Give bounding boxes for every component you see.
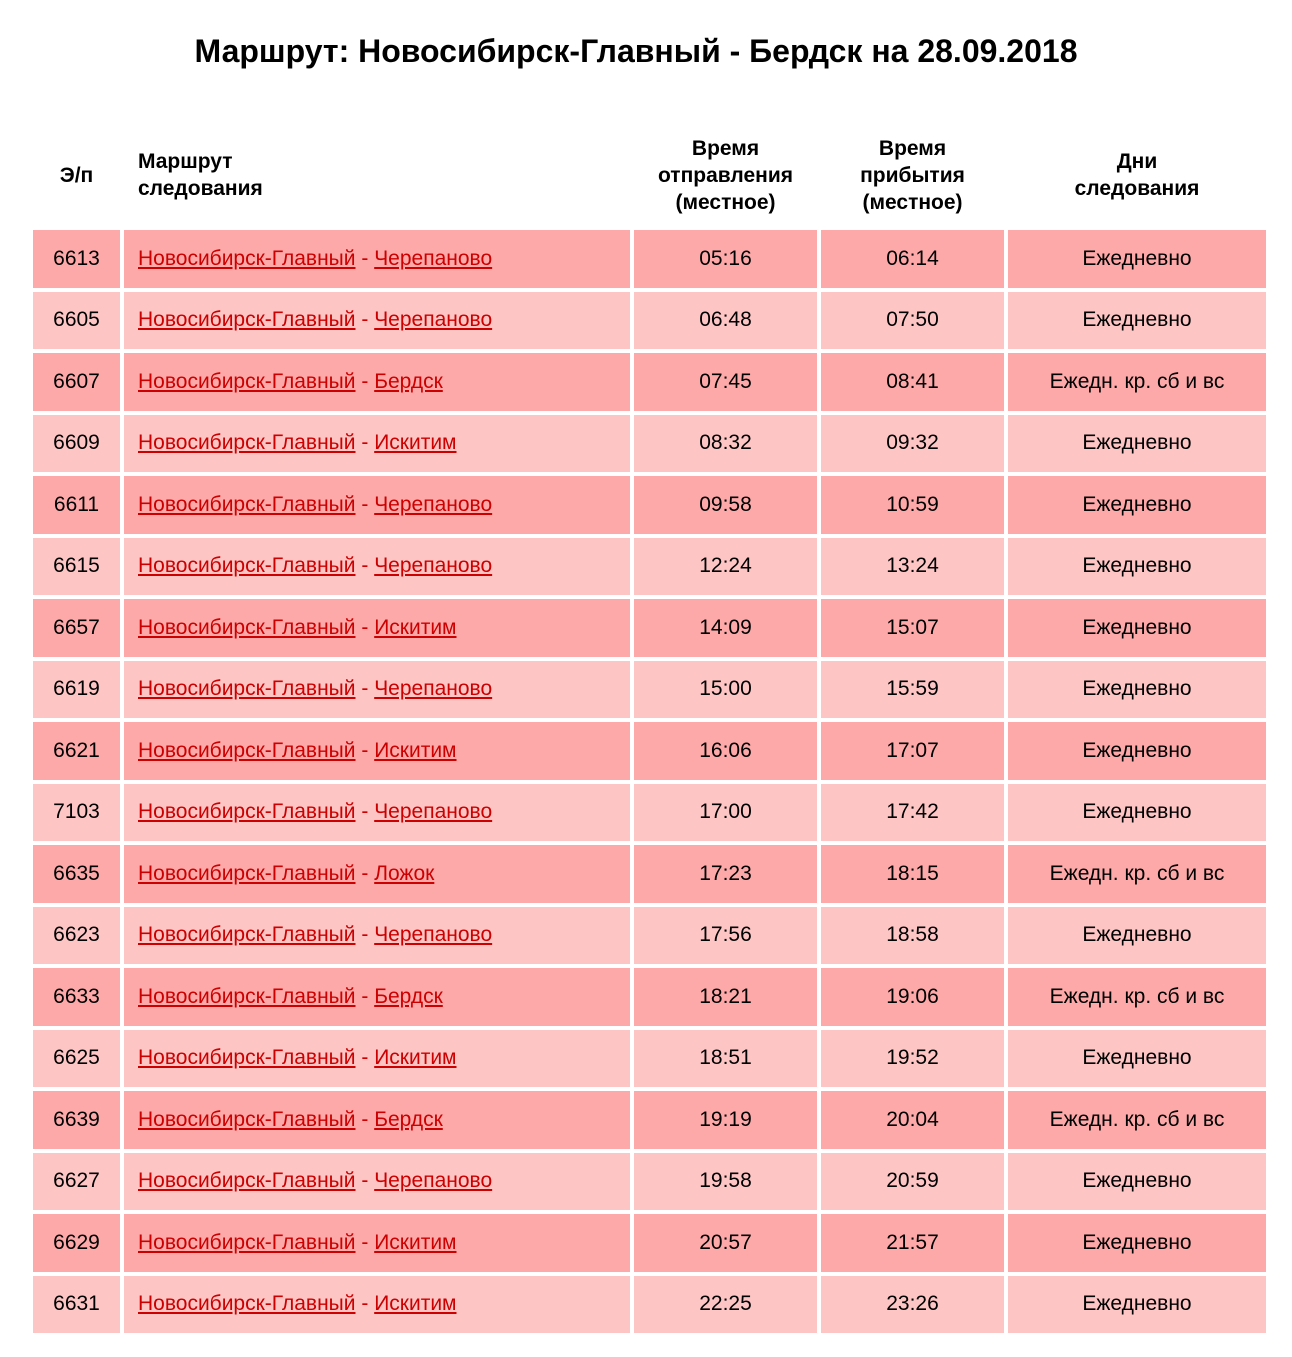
departure-time: 17:00 — [634, 784, 817, 842]
table-row — [33, 538, 1266, 596]
route-cell — [124, 1214, 630, 1272]
days-of-service: Ежедн. кр. сб и вс — [1008, 845, 1266, 903]
route-cell — [124, 1030, 630, 1088]
route-cell — [124, 968, 630, 1026]
table-row — [33, 476, 1266, 534]
departure-time: 17:56 — [634, 907, 817, 965]
header-days-line2: следования — [1074, 177, 1200, 200]
route-separator: - — [361, 492, 369, 516]
header-arr-line1: Время — [878, 136, 947, 160]
table-row — [33, 968, 1266, 1026]
departure-time: 07:45 — [634, 353, 817, 411]
train-number: 6623 — [33, 907, 120, 965]
table-row — [33, 1153, 1266, 1211]
departure-time: 05:16 — [634, 230, 817, 288]
days-of-service: Ежедневно — [1008, 1214, 1266, 1272]
route-from-link[interactable]: Новосибирск-Главный — [138, 923, 356, 947]
route-separator: - — [361, 861, 369, 885]
route-from-link[interactable]: Новосибирск-Главный — [138, 1046, 356, 1070]
arrival-time: 08:41 — [821, 353, 1004, 411]
departure-time: 06:48 — [634, 292, 817, 350]
table-row — [33, 907, 1266, 965]
arrival-time: 20:59 — [821, 1153, 1004, 1211]
route-to-link[interactable]: Черепаново — [374, 923, 493, 947]
train-number: 6611 — [33, 476, 120, 534]
route-from-link[interactable]: Новосибирск-Главный — [138, 738, 356, 762]
route-cell — [124, 292, 630, 350]
route-separator: - — [361, 246, 369, 270]
route-to-link[interactable]: Искитим — [374, 1046, 457, 1070]
route-cell — [124, 230, 630, 288]
train-number: 6631 — [33, 1276, 120, 1334]
table-row — [33, 292, 1266, 350]
arrival-time: 23:26 — [821, 1276, 1004, 1334]
days-of-service: Ежедневно — [1008, 292, 1266, 350]
route-to-link[interactable]: Искитим — [374, 738, 457, 762]
route-from-link[interactable]: Новосибирск-Главный — [138, 246, 356, 270]
route-from-link[interactable]: Новосибирск-Главный — [138, 861, 356, 885]
route-to-link[interactable]: Искитим — [374, 1230, 457, 1254]
arrival-time: 20:04 — [821, 1091, 1004, 1149]
header-days — [1008, 124, 1266, 226]
train-number: 6609 — [33, 415, 120, 473]
train-number: 6633 — [33, 968, 120, 1026]
route-to-link[interactable]: Черепаново — [374, 492, 493, 516]
route-to-link[interactable]: Черепаново — [374, 677, 493, 701]
route-separator: - — [361, 923, 369, 947]
route-to-link[interactable]: Бердск — [374, 369, 443, 393]
route-cell — [124, 415, 630, 473]
departure-time: 17:23 — [634, 845, 817, 903]
route-to-link[interactable]: Черепаново — [374, 554, 493, 578]
train-number: 6629 — [33, 1214, 120, 1272]
route-separator: - — [361, 738, 369, 762]
table-row — [33, 353, 1266, 411]
departure-time: 22:25 — [634, 1276, 817, 1334]
train-number: 6607 — [33, 353, 120, 411]
header-arr-line2: прибытия — [860, 163, 965, 187]
train-number: 6635 — [33, 845, 120, 903]
route-cell — [124, 661, 630, 719]
days-of-service: Ежедневно — [1008, 1030, 1266, 1088]
train-number: 7103 — [33, 784, 120, 842]
route-to-link[interactable]: Искитим — [374, 431, 457, 455]
route-separator: - — [361, 554, 369, 578]
departure-time: 19:58 — [634, 1153, 817, 1211]
table-body — [33, 230, 1266, 1333]
route-separator: - — [361, 308, 369, 332]
route-from-link[interactable]: Новосибирск-Главный — [138, 431, 356, 455]
arrival-time: 17:42 — [821, 784, 1004, 842]
route-separator: - — [361, 1046, 369, 1070]
route-cell — [124, 353, 630, 411]
route-to-link[interactable]: Бердск — [374, 984, 443, 1008]
arrival-time: 15:07 — [821, 599, 1004, 657]
route-cell — [124, 1276, 630, 1334]
train-number: 6605 — [33, 292, 120, 350]
table-row — [33, 845, 1266, 903]
days-of-service: Ежедневно — [1008, 1276, 1266, 1334]
table-row — [33, 722, 1266, 780]
route-cell — [124, 476, 630, 534]
header-dep-line3: (местное) — [675, 190, 776, 214]
departure-time: 18:21 — [634, 968, 817, 1026]
arrival-time: 18:15 — [821, 845, 1004, 903]
days-of-service: Ежедневно — [1008, 907, 1266, 965]
arrival-time: 19:06 — [821, 968, 1004, 1026]
header-dep-line2: отправления — [657, 163, 793, 187]
departure-time: 14:09 — [634, 599, 817, 657]
route-separator: - — [361, 615, 369, 639]
route-cell — [124, 845, 630, 903]
departure-time: 15:00 — [634, 661, 817, 719]
route-to-link[interactable]: Черепаново — [374, 800, 493, 824]
train-number: 6625 — [33, 1030, 120, 1088]
departure-time: 19:19 — [634, 1091, 817, 1149]
route-separator: - — [361, 1292, 369, 1316]
route-cell — [124, 599, 630, 657]
route-from-link[interactable]: Новосибирск-Главный — [138, 677, 356, 701]
header-arrival — [821, 124, 1004, 226]
route-from-link[interactable]: Новосибирск-Главный — [138, 1169, 356, 1193]
route-cell — [124, 722, 630, 780]
route-separator: - — [361, 1107, 369, 1131]
route-from-link[interactable]: Новосибирск-Главный — [138, 615, 356, 639]
route-from-link[interactable]: Новосибирск-Главный — [138, 800, 356, 824]
route-from-link[interactable]: Новосибирск-Главный — [138, 492, 356, 516]
header-train-label: Э/п — [59, 163, 94, 187]
route-cell — [124, 907, 630, 965]
departure-time: 18:51 — [634, 1030, 817, 1088]
header-days-line1: Дни — [1116, 150, 1158, 173]
route-to-link[interactable]: Черепаново — [374, 246, 493, 270]
route-separator: - — [361, 1169, 369, 1193]
header-route-line1: Маршрут — [138, 150, 233, 173]
train-number: 6615 — [33, 538, 120, 596]
table-row — [33, 784, 1266, 842]
route-to-link[interactable]: Бердск — [374, 1107, 443, 1131]
table-row — [33, 1276, 1266, 1334]
train-number: 6639 — [33, 1091, 120, 1149]
route-from-link[interactable]: Новосибирск-Главный — [138, 1292, 356, 1316]
page-title: Маршрут: Новосибирск-Главный - Бердск на 28.09.2018 — [194, 33, 1078, 69]
days-of-service: Ежедневно — [1008, 722, 1266, 780]
header-arr-line3: (местное) — [862, 190, 963, 214]
arrival-time: 17:07 — [821, 722, 1004, 780]
arrival-time: 13:24 — [821, 538, 1004, 596]
header-departure — [634, 124, 817, 226]
route-cell — [124, 1153, 630, 1211]
table-row — [33, 415, 1266, 473]
table-row — [33, 1214, 1266, 1272]
route-from-link[interactable]: Новосибирск-Главный — [138, 369, 356, 393]
days-of-service: Ежедневно — [1008, 599, 1266, 657]
days-of-service: Ежедн. кр. сб и вс — [1008, 353, 1266, 411]
days-of-service: Ежедневно — [1008, 784, 1266, 842]
table-row — [33, 599, 1266, 657]
route-separator: - — [361, 677, 369, 701]
route-separator: - — [361, 1230, 369, 1254]
route-to-link[interactable]: Черепаново — [374, 308, 493, 332]
arrival-time: 21:57 — [821, 1214, 1004, 1272]
days-of-service: Ежедневно — [1008, 538, 1266, 596]
train-number: 6621 — [33, 722, 120, 780]
arrival-time: 19:52 — [821, 1030, 1004, 1088]
route-to-link[interactable]: Искитим — [374, 1292, 457, 1316]
route-from-link[interactable]: Новосибирск-Главный — [138, 554, 356, 578]
arrival-time: 10:59 — [821, 476, 1004, 534]
departure-time: 12:24 — [634, 538, 817, 596]
header-dep-line1: Время — [691, 136, 760, 160]
days-of-service: Ежедн. кр. сб и вс — [1008, 1091, 1266, 1149]
days-of-service: Ежедневно — [1008, 476, 1266, 534]
train-number: 6657 — [33, 599, 120, 657]
header-route-line2: следования — [138, 177, 263, 200]
header-row — [33, 124, 1266, 226]
table-row — [33, 661, 1266, 719]
route-to-link[interactable]: Ложок — [374, 861, 435, 885]
arrival-time: 18:58 — [821, 907, 1004, 965]
route-from-link[interactable]: Новосибирск-Главный — [138, 1230, 356, 1254]
days-of-service: Ежедн. кр. сб и вс — [1008, 968, 1266, 1026]
train-number: 6613 — [33, 230, 120, 288]
route-to-link[interactable]: Черепаново — [374, 1169, 493, 1193]
days-of-service: Ежедневно — [1008, 230, 1266, 288]
header-route — [124, 124, 630, 226]
days-of-service: Ежедневно — [1008, 415, 1266, 473]
days-of-service: Ежедневно — [1008, 1153, 1266, 1211]
table-row — [33, 1091, 1266, 1149]
departure-time: 08:32 — [634, 415, 817, 473]
schedule-table — [29, 120, 1270, 1337]
route-cell — [124, 784, 630, 842]
departure-time: 20:57 — [634, 1214, 817, 1272]
route-cell — [124, 1091, 630, 1149]
arrival-time: 07:50 — [821, 292, 1004, 350]
train-number: 6619 — [33, 661, 120, 719]
departure-time: 16:06 — [634, 722, 817, 780]
route-from-link[interactable]: Новосибирск-Главный — [138, 984, 356, 1008]
route-to-link[interactable]: Искитим — [374, 615, 457, 639]
arrival-time: 15:59 — [821, 661, 1004, 719]
route-from-link[interactable]: Новосибирск-Главный — [138, 308, 356, 332]
route-separator: - — [361, 431, 369, 455]
arrival-time: 09:32 — [821, 415, 1004, 473]
table-row — [33, 1030, 1266, 1088]
train-number: 6627 — [33, 1153, 120, 1211]
route-cell — [124, 538, 630, 596]
arrival-time: 06:14 — [821, 230, 1004, 288]
table-header — [33, 124, 1266, 226]
route-separator: - — [361, 984, 369, 1008]
route-separator: - — [361, 369, 369, 393]
days-of-service: Ежедневно — [1008, 661, 1266, 719]
route-separator: - — [361, 800, 369, 824]
departure-time: 09:58 — [634, 476, 817, 534]
header-train — [33, 124, 120, 226]
table-row — [33, 230, 1266, 288]
route-from-link[interactable]: Новосибирск-Главный — [138, 1107, 356, 1131]
